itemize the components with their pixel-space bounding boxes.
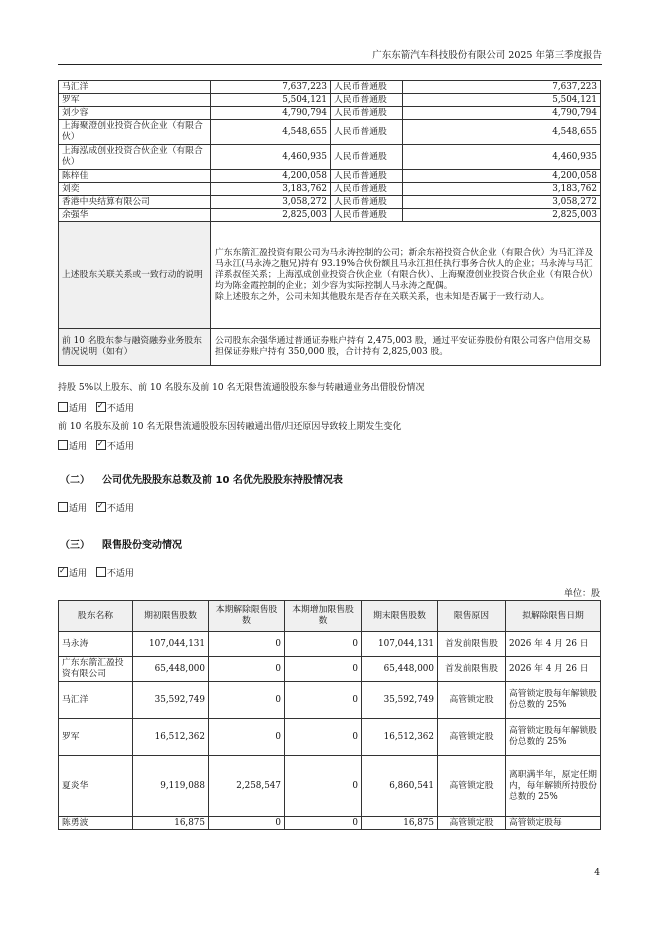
released-shares: 2,258,547 [209, 756, 285, 817]
share-count: 4,790,794 [403, 107, 601, 120]
relation-label: 上述股东关联关系或一致行动的说明 [59, 222, 211, 329]
release-date: 高管锁定股每 [506, 817, 601, 830]
share-count: 2,825,003 [403, 209, 601, 222]
share-type: 人民币普通股 [331, 81, 403, 94]
lending-note: 持股 5%以上股东、前 10 名股东及前 10 名无限售流通股股东参与转融通业务出借股份情况 [58, 383, 425, 393]
share-count: 7,637,223 [403, 81, 601, 94]
share-count: 4,200,058 [403, 170, 601, 183]
share-type: 人民币普通股 [331, 209, 403, 222]
added-shares: 0 [285, 756, 362, 817]
table-row [59, 145, 601, 170]
restricted-shares-table [58, 600, 601, 830]
relation-row [59, 222, 601, 329]
column-header: 期末限售股数 [362, 601, 438, 632]
added-shares: 0 [285, 719, 362, 756]
holder-name: 刘奕 [59, 183, 211, 196]
table-row [59, 209, 601, 222]
table-header-row [59, 601, 601, 632]
end-restricted: 16,512,362 [362, 719, 438, 756]
release-date: 2026 年 4 月 26 日 [506, 657, 601, 682]
begin-restricted: 9,119,088 [133, 756, 209, 817]
margin-label: 前 10 名股东参与融资融券业务股东情况说明（如有） [59, 329, 211, 366]
released-shares: 0 [209, 632, 285, 657]
added-shares: 0 [285, 632, 362, 657]
page-header: 广东东箭汽车科技股份有限公司 2025 年第三季度报告 [58, 47, 602, 65]
holder-name: 余强华 [59, 209, 211, 222]
holder-shares: 4,548,655 [211, 120, 331, 145]
holder-name: 罗军 [59, 94, 211, 107]
checkbox-applicable[interactable] [58, 502, 68, 512]
holder-shares: 4,790,794 [211, 107, 331, 120]
table-row [59, 817, 601, 830]
released-shares: 0 [209, 682, 285, 719]
holder-name: 刘少容 [59, 107, 211, 120]
checkbox-not-applicable[interactable] [96, 402, 106, 412]
begin-restricted: 35,592,749 [133, 682, 209, 719]
column-header: 期初限售股数 [133, 601, 209, 632]
table-row [59, 183, 601, 196]
section-3-heading: （三） 限售股份变动情况 [60, 540, 182, 551]
begin-restricted: 107,044,131 [133, 632, 209, 657]
table-row [59, 719, 601, 756]
released-shares: 0 [209, 817, 285, 830]
holder-shares: 3,183,762 [211, 183, 331, 196]
share-count: 3,058,272 [403, 196, 601, 209]
section-3-options: ✓适用 不适用 [58, 567, 140, 580]
added-shares: 0 [285, 817, 362, 830]
margin-row [59, 329, 601, 366]
section-2-heading: （二） 公司优先股股东总数及前 10 名优先股股东持股情况表 [60, 475, 343, 486]
relation-text: 广东东箭汇盈投资有限公司为马永涛控制的公司；新余东裕投资合伙企业（有限合伙）为马汇洋及马永江(马永涛之胞兄)持有 93.19%合伙份额且马永江担任执行事务合伙人的企业；马永涛与马汇洋系叔侄关系；上海泓成创业投资合伙企业（有限合伙）、上海聚澄创业投资合伙企业（有限合伙）均为陈金霞控制的企业；刘少容为实际控制人马永涛之配偶。 [215, 247, 594, 291]
share-count: 5,504,121 [403, 94, 601, 107]
holder-name: 马永涛 [59, 632, 133, 657]
lending-options: 适用 ✓ 不适用 [58, 402, 140, 415]
restriction-reason: 高管锁定股 [438, 756, 506, 817]
column-header: 股东名称 [59, 601, 133, 632]
table-row [59, 756, 601, 817]
end-restricted: 35,592,749 [362, 682, 438, 719]
holder-shares: 2,825,003 [211, 209, 331, 222]
table-row [59, 81, 601, 94]
share-type: 人民币普通股 [331, 170, 403, 183]
added-shares: 0 [285, 682, 362, 719]
released-shares: 0 [209, 657, 285, 682]
checkbox-not-applicable[interactable] [96, 502, 106, 512]
column-header: 本期解除限售股数 [209, 601, 285, 632]
checkbox-applicable[interactable] [58, 440, 68, 450]
restriction-reason: 高管锁定股 [438, 682, 506, 719]
page-number: 4 [594, 868, 600, 878]
share-count: 4,460,935 [403, 145, 601, 170]
added-shares: 0 [285, 657, 362, 682]
changes-note: 前 10 名股东及前 10 名无限售流通股股东因转融通出借/归还原因导致较上期发生变化 [58, 422, 402, 432]
released-shares: 0 [209, 719, 285, 756]
table-row [59, 94, 601, 107]
holder-shares: 4,200,058 [211, 170, 331, 183]
holder-name: 夏炎华 [59, 756, 133, 817]
checkbox-not-applicable[interactable] [96, 440, 106, 450]
holder-name: 上海聚澄创业投资合伙企业（有限合伙） [59, 120, 211, 145]
holder-shares: 7,637,223 [211, 81, 331, 94]
holder-name: 广东东箭汇盈投资有限公司 [59, 657, 133, 682]
section-2-options: 适用 ✓ 不适用 [58, 502, 140, 515]
begin-restricted: 16,875 [133, 817, 209, 830]
share-type: 人民币普通股 [331, 183, 403, 196]
share-count: 4,548,655 [403, 120, 601, 145]
release-date: 高管锁定股每年解锁股份总数的 25% [506, 682, 601, 719]
restriction-reason: 首发前限售股 [438, 632, 506, 657]
holder-name: 陈梓佳 [59, 170, 211, 183]
holder-name: 香港中央结算有限公司 [59, 196, 211, 209]
column-header: 拟解除限售日期 [506, 601, 601, 632]
top-holders-table [58, 80, 601, 366]
share-type: 人民币普通股 [331, 120, 403, 145]
column-header: 本期增加限售股数 [285, 601, 362, 632]
checkbox-applicable[interactable] [58, 567, 68, 577]
margin-text: 公司股东余强华通过普通证券账户持有 2,475,003 股，通过平安证券股份有限公司客户信用交易担保证券账户持有 350,000 股，合计持有 2,825,003 股。 [211, 329, 601, 366]
holder-shares: 5,504,121 [211, 94, 331, 107]
end-restricted: 16,875 [362, 817, 438, 830]
table-row [59, 120, 601, 145]
table-row [59, 170, 601, 183]
end-restricted: 107,044,131 [362, 632, 438, 657]
table-row [59, 632, 601, 657]
table-row [59, 196, 601, 209]
begin-restricted: 16,512,362 [133, 719, 209, 756]
restriction-reason: 首发前限售股 [438, 657, 506, 682]
holder-name: 罗军 [59, 719, 133, 756]
share-type: 人民币普通股 [331, 145, 403, 170]
release-date: 离职满半年，原定任期内，每年解锁所持股份总数的 25% [506, 756, 601, 817]
begin-restricted: 65,448,000 [133, 657, 209, 682]
changes-options: 适用 ✓ 不适用 [58, 440, 140, 453]
table-row [59, 682, 601, 719]
share-count: 3,183,762 [403, 183, 601, 196]
end-restricted: 6,860,541 [362, 756, 438, 817]
holder-name: 陈勇波 [59, 817, 133, 830]
table-row [59, 107, 601, 120]
restriction-reason: 高管锁定股 [438, 817, 506, 830]
share-type: 人民币普通股 [331, 107, 403, 120]
share-type: 人民币普通股 [331, 196, 403, 209]
holder-name: 上海泓成创业投资合伙企业（有限合伙） [59, 145, 211, 170]
holder-name: 马汇洋 [59, 682, 133, 719]
column-header: 限售原因 [438, 601, 506, 632]
release-date: 高管锁定股每年解锁股份总数的 25% [506, 719, 601, 756]
share-type: 人民币普通股 [331, 94, 403, 107]
checkbox-applicable[interactable] [58, 402, 68, 412]
end-restricted: 65,448,000 [362, 657, 438, 682]
table-row [59, 657, 601, 682]
unit-label: 单位：股 [563, 589, 600, 599]
holder-shares: 4,460,935 [211, 145, 331, 170]
release-date: 2026 年 4 月 26 日 [506, 632, 601, 657]
relation-text-2: 除上述股东之外，公司未知其他股东是否存在关联关系，也未知是否属于一致行动人。 [215, 291, 550, 302]
holder-shares: 3,058,272 [211, 196, 331, 209]
restriction-reason: 高管锁定股 [438, 719, 506, 756]
checkbox-not-applicable[interactable] [96, 567, 106, 577]
holder-name: 马汇洋 [59, 81, 211, 94]
